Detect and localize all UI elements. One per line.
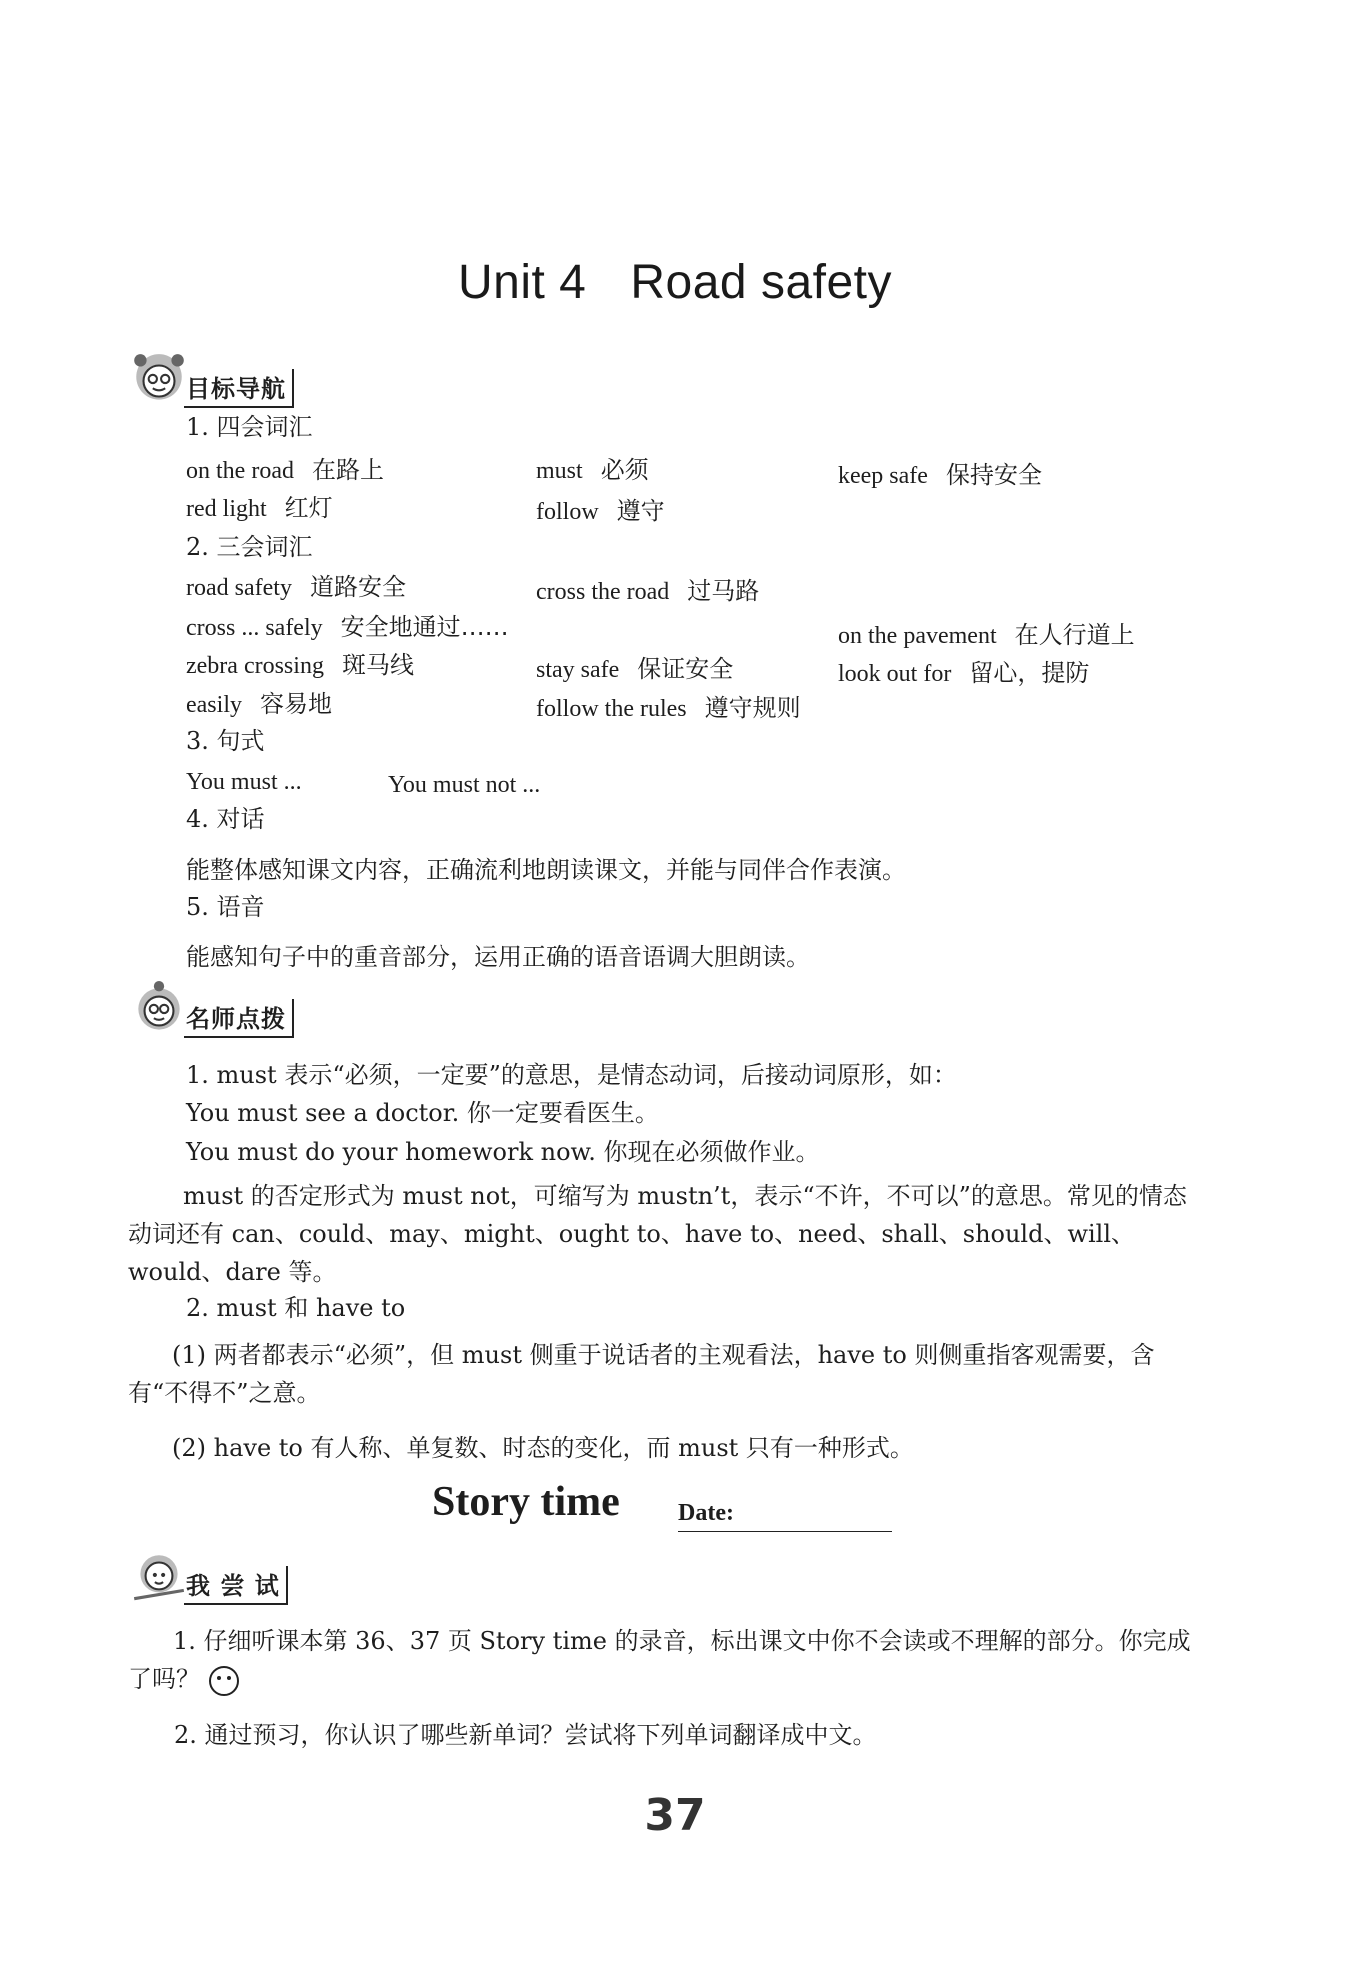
vocab-item: look out for 留心，提防 [838, 659, 1090, 687]
vocab-item: cross ... safely 安全地通过…… [186, 613, 509, 641]
section-badge-tips [128, 980, 294, 1042]
vocab-item: follow the rules 遵守规则 [536, 694, 801, 722]
phonics-goal: 能感知句子中的重音部分，运用正确的语音语调大胆朗读。 [186, 943, 810, 971]
vocab-item: must 必须 [536, 456, 649, 484]
dialogue-goal: 能整体感知课文内容，正确流利地朗读课文，并能与同伴合作表演。 [186, 856, 906, 884]
section-label-goals: 目标导航 [184, 369, 294, 408]
goals-heading-2: 2. 三会词汇 [186, 533, 313, 561]
vocab-item: on the pavement 在人行道上 [838, 621, 1135, 649]
story-time-title: Story time [432, 1479, 620, 1525]
girl-mascot-icon [128, 980, 190, 1042]
vocab-item: easily 容易地 [186, 690, 332, 718]
section-label-try: 我 尝 试 [184, 1566, 288, 1605]
example-1: You must see a doctor. 你一定要看医生。 [186, 1099, 659, 1127]
goals-heading-3: 3. 句式 [186, 727, 265, 755]
unit-title [0, 255, 1350, 310]
goals-heading-5: 5. 语音 [186, 893, 265, 921]
girl-mascot-icon [128, 1547, 190, 1609]
vocab-item: zebra crossing 斑马线 [186, 651, 414, 679]
vocab-item: stay safe 保证安全 [536, 655, 734, 683]
example-2: You must do your homework now. 你现在必须做作业。 [186, 1138, 820, 1166]
smiley-face-icon [208, 1665, 240, 1697]
goals-heading-4: 4. 对话 [186, 805, 265, 833]
unit-name: Road safety [630, 256, 893, 309]
unit-number: Unit 4 [457, 256, 587, 309]
tip-negative-form: must 的否定形式为 must not，可缩写为 mustn’t，表示“不许，不可以”的意思。常见的情态动词还有 can、could、may、might、ought to、have to、need、shall、should、will、would、dare 等。 [128, 1182, 1187, 1286]
vocab-item: red light 红灯 [186, 494, 333, 522]
tip-1: 1. must 表示“必须，一定要”的意思，是情态动词，后接动词原形，如： [186, 1061, 957, 1089]
vocab-item: follow 遵守 [536, 497, 665, 525]
tip-2-heading: 2. must 和 have to [186, 1294, 406, 1322]
vocab-item: keep safe 保持安全 [838, 461, 1042, 489]
tip-2-point-1: (1) 两者都表示“必须”，但 must 侧重于说话者的主观看法，have to 则侧重指客观需要，含有“不得不”之意。 [128, 1341, 1155, 1407]
section-label-tips: 名师点拨 [184, 999, 294, 1038]
section-badge-try [128, 1547, 288, 1609]
goals-heading-1: 1. 四会词汇 [186, 413, 313, 441]
date-blank[interactable] [678, 1531, 892, 1532]
vocab-item: cross the road 过马路 [536, 577, 760, 605]
vocab-item: road safety 道路安全 [186, 573, 406, 601]
try-task-2: 2. 通过预习，你认识了哪些新单词？尝试将下列单词翻译成中文。 [174, 1721, 877, 1749]
vocab-item: on the road 在路上 [186, 456, 384, 484]
girl-mascot-icon [128, 350, 190, 412]
sentence-pattern-2: You must not ... [388, 772, 541, 798]
try-task-1: 1. 仔细听课本第 36、37 页 Story time 的录音，标出课文中你不会读或不理解的部分。你完成了吗？ [128, 1622, 1206, 1698]
sentence-pattern-1: You must ... [186, 769, 302, 795]
page-number: 37 [644, 1790, 706, 1841]
tip-2-point-2: (2) have to 有人称、单复数、时态的变化，而 must 只有一种形式。 [172, 1434, 914, 1462]
date-label: Date: [678, 1500, 734, 1526]
section-badge-goals [128, 350, 294, 412]
